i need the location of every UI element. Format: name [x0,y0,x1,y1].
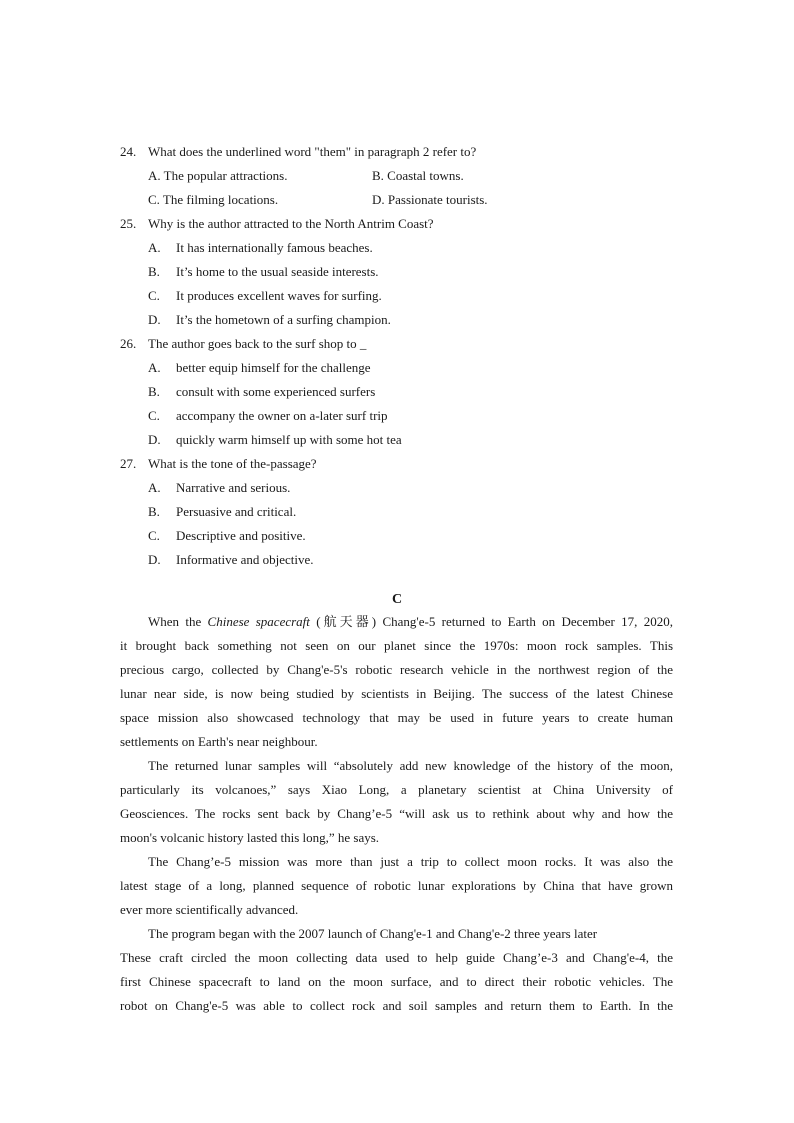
option-letter: D. [148,552,161,567]
option-letter: C. [148,408,160,423]
option-letter: A. [148,240,161,255]
question-26 [120,332,680,356]
option-letter: C. [148,288,160,303]
passage-line [120,610,673,634]
question-text: Why is the author attracted to the North Antrim Coast? [148,216,434,231]
option-c [120,284,680,308]
passage-line: precious cargo, collected by Chang'e-5's robotic research vehicle in the northwest region of the [120,662,673,677]
passage-text: When the [148,614,208,629]
option-text: Informative and objective. [176,552,314,567]
option-text: Narrative and serious. [176,480,291,495]
option-text: Persuasive and critical. [176,504,297,519]
question-number: 25. [120,216,137,231]
option-text: accompany the owner on a-later surf trip [176,408,388,423]
passage-line: These craft circled the moon collecting data used to help guide Chang’e-3 and Chang'e-4, the [120,950,673,965]
question-text: What does the underlined word "them" in paragraph 2 refer to? [148,144,477,159]
option-row [120,188,680,212]
option-text: Descriptive and positive. [176,528,306,543]
option-c [120,524,680,548]
option-row [120,164,680,188]
option-text: It’s home to the usual seaside interests. [176,264,379,279]
question-number: 24. [120,144,137,159]
option-a [120,476,680,500]
option-text: better equip himself for the challenge [176,360,371,375]
question-25 [120,212,680,236]
option-letter: B. [148,504,160,519]
passage-line: it brought back something not seen on our planet since the 1970s: moon rock samples. This [120,638,673,653]
option-letter: B. [148,264,160,279]
italic-term: Chinese spacecraft [207,614,310,629]
option-d [120,548,680,572]
option-letter: D. [148,312,161,327]
option-a [120,236,680,260]
option-text: quickly warm himself up with some hot tea [176,432,402,447]
passage-line: particularly its volcanoes,” says Xiao Long, a planetary scientist at China University of [120,782,673,797]
passage-c [120,610,673,1018]
passage-line: settlements on Earth's near neighbour. [120,734,318,749]
option-text: It’s the hometown of a surfing champion. [176,312,391,327]
passage-line: latest stage of a long, planned sequence of robotic lunar explorations by China that have grown [120,878,673,893]
question-24 [120,140,680,164]
question-27 [120,452,680,476]
option-d [120,308,680,332]
section-heading: C [391,592,403,607]
option-b [120,260,680,284]
question-text: The author goes back to the surf shop to _ [148,336,367,351]
option-b: B. Coastal towns. [372,168,464,183]
option-a: A. The popular attractions. [148,168,288,183]
question-number: 26. [120,336,137,351]
question-number: 27. [120,456,137,471]
option-letter: C. [148,528,160,543]
option-letter: B. [148,384,160,399]
passage-line: moon's volcanic history lasted this long,” he says. [120,830,380,845]
passage-line: The program began with the 2007 launch of Chang'e-1 and Chang'e-2 three years later [148,926,598,941]
passage-line: The Chang’e-5 mission was more than just a trip to collect moon rocks. It was also the [148,854,673,869]
questions-section [120,140,680,572]
option-d [120,428,680,452]
option-text: consult with some experienced surfers [176,384,376,399]
option-b [120,500,680,524]
passage-line: The returned lunar samples will “absolutely add new knowledge of the history of the moon, [148,758,673,773]
question-text: What is the tone of the-passage? [148,456,317,471]
option-letter: A. [148,480,161,495]
passage-line: Geosciences. The rocks sent back by Chang’e-5 “will ask us to rethink about why and how the [120,806,673,821]
option-a [120,356,680,380]
passage-line: space mission also showcased technology that may be used in future years to create human [120,710,673,725]
passage-line: robot on Chang'e-5 was able to collect rock and soil samples and return them to Earth. In the [120,998,673,1013]
option-c: C. The filming locations. [148,192,279,207]
option-letter: A. [148,360,161,375]
option-text: It produces excellent waves for surfing. [176,288,382,303]
option-letter: D. [148,432,161,447]
passage-text: (航天器) Chang'e-5 returned to Earth on December 17, 2020, [309,614,673,629]
option-c [120,404,680,428]
passage-line: ever more scientifically advanced. [120,902,299,917]
option-d: D. Passionate tourists. [372,192,488,207]
passage-line: lunar near side, is now being studied by scientists in Beijing. The success of the latest Chinese [120,686,673,701]
passage-line: first Chinese spacecraft to land on the moon surface, and to direct their robotic vehicles. The [120,974,673,989]
option-text: It has internationally famous beaches. [176,240,373,255]
option-b [120,380,680,404]
